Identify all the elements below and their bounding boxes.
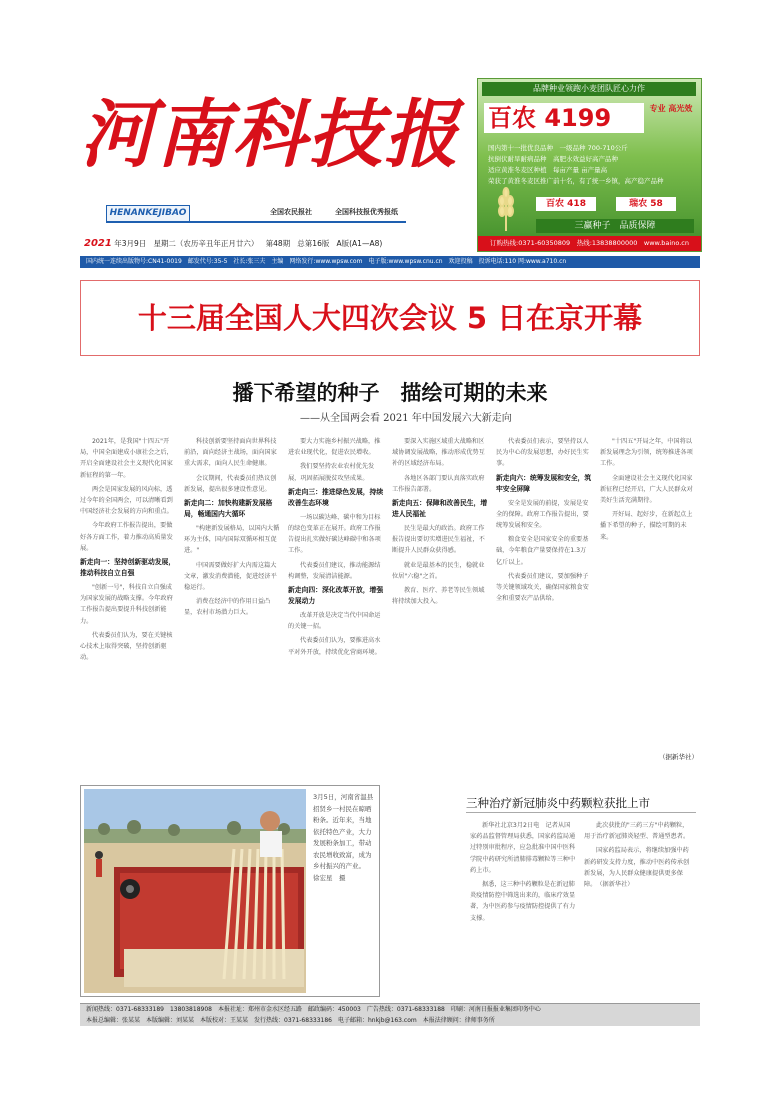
ad-bullet-list [488, 143, 694, 191]
paragraph: 教育、医疗、养老等民生领域将持续加大投入。 [392, 587, 485, 606]
paragraph: 我们要坚持农业农村优先发展，巩固拓展脱贫攻坚成果。 [288, 463, 375, 482]
article-column [600, 436, 696, 746]
paragraph: 今年政府工作报告提出，要做好各方面工作，着力推动高质量发展。 [80, 522, 173, 552]
photo-block [80, 785, 380, 997]
paragraph: 科技创新要坚持面向世界科技前沿，面向经济主战场，面向国家重大需求，面向人民生命健康。 [184, 438, 277, 468]
footer-row: 本报总编辑：张某某 本版编辑：刘某某 本版校对：王某某 发行热线：0371-68333186 电子邮箱：hnkjb@163.com 本报法律顾问：律师事务所 [86, 1017, 495, 1024]
paragraph: 改革开放是决定当代中国命运的关键一招。 [288, 612, 381, 631]
paragraph: 一场以碳达峰、碳中和为目标的绿色变革正在展开。政府工作报告提出扎实做好碳达峰碳中和各项工作。 [288, 513, 381, 555]
tagline-right: 全国科技报优秀报纸 [335, 208, 398, 216]
main-headline: 十三届全国人大四次会议 5 日在京开幕 [137, 301, 643, 335]
ad-top-banner: 品牌种业领跑小麦团队匠心力作 [482, 82, 696, 96]
ad-bullet: 荣获了黄淮冬麦区推广前十名，有了统一乡镇，高产稳产品种 [488, 177, 664, 185]
issue-line [84, 238, 464, 250]
issue-year: 2021 [84, 238, 112, 249]
ad-variety-1: 百农 418 [536, 197, 596, 211]
second-article-title: 三种治疗新冠肺炎中药颗粒获批上市 [466, 796, 650, 810]
paragraph: 消费在经济中的作用日益凸显，农村市场潜力巨大。 [184, 598, 271, 617]
paragraph: 民生是最大的政治。政府工作报告提出要切实增进民生福祉，不断提升人民群众获得感。 [392, 525, 485, 555]
issue-date: 年3月9日 [114, 239, 147, 248]
paragraph: 新华社北京3月2日电 记者从国家药品监督管理局获悉，国家药监局通过特别审批程序，应急批准中国中医科学院中药研究所清肺排毒颗粒等三种中药上市。 [470, 822, 576, 874]
paragraph: 两会是国家发展的风向标，透过今年的全国两会，可以清晰看到中国经济社会发展的方向和重点。 [80, 485, 173, 516]
footer-row: 新闻热线：0371-68333189 13803818908 本报社址：郑州市金水区经五路 邮政编码：450003 广告热线：0371-68333188 印刷：河南日报报业集团印务中心 [86, 1006, 541, 1013]
article-column [392, 436, 488, 764]
page-footer [80, 1003, 700, 1026]
headline-box [80, 280, 700, 356]
paragraph: 要深入实施区域重大战略和区域协调发展战略，推动形成优势互补的区域经济布局。 [392, 438, 485, 468]
ad-bullet: 适应黄淮冬麦区种植 每亩产量 亩产量高 [488, 166, 608, 174]
second-article-column [584, 820, 690, 995]
masthead [80, 80, 465, 218]
section-heading: 新走向三：推进绿色发展，持续改善生态环境 [288, 487, 384, 507]
tagline-left: 全国农民报社 [270, 208, 312, 216]
issue-number: 第48期 [265, 239, 291, 248]
article-column [184, 436, 280, 764]
ad-bullet: 抗倒伏耐旱耐病品种 高肥水效益好高产品种 [488, 155, 618, 163]
ad-bullet: 国内第十一批优良品种 一级品种 700-710公斤 [488, 144, 628, 152]
newspaper-nameplate: 河南科技报 [80, 92, 460, 178]
paragraph: 各地区各部门要认真落实政府工作报告部署。 [392, 474, 485, 493]
section-heading: 新走向六：统筹发展和安全，筑牢安全屏障 [496, 473, 592, 493]
paragraph: 代表委员们建议，推动能源结构调整，发展清洁能源。 [288, 561, 381, 580]
section-heading: 新走向五：保障和改善民生，增进人民福祉 [392, 499, 488, 519]
wheat-icon [484, 187, 529, 232]
paragraph: 就业是最基本的民生，稳就业位居"六稳"之首。 [392, 561, 485, 580]
section-heading: 新走向二：加快构建新发展格局，畅通国内大循环 [184, 499, 273, 519]
paragraph: 国家药监局表示，将继续加强中药新药研发支持力度，推动中医药传承创新发展，为人民群众健康提供更多保障。 （据新华社） [584, 847, 690, 889]
masthead-rule [106, 221, 406, 223]
section-heading: 新走向一：坚持创新驱动发展，推动科技自立自强 [80, 558, 176, 578]
seed-advertisement [477, 78, 702, 252]
publication-info-bar: 国内统一连续出版物号:CN41-0019 邮发代号:35-5 社长:张三夫 主编 网络发行:www.wpsw.com 电子版:www.wpsw.cnu.cn 欢迎投稿 投诉电话:110 网:www.a710.cn [80, 256, 700, 268]
second-article-rule [466, 812, 696, 813]
pinyin-nameplate: HENANKEJIBAO [106, 205, 190, 222]
issue-total: 总第16版 [297, 239, 330, 248]
paragraph: 2021年，是我国"十四五"开局，中国全面建成小康社会之后，开启全面建设社会主义现代化国家新征程的第一年。 [80, 438, 173, 479]
paragraph: "创新一号"，科技自立自强成为国家发展的战略支撑。今年政府工作报告提出要提升科技创新能力。 [80, 584, 173, 625]
ad-contact-strip: 订购热线:0371-60350809 热线:13838800000 www.baino.cn [478, 236, 701, 251]
paragraph: 代表委员们表示，要坚持以人民为中心的发展思想，办好民生实事。 [496, 438, 589, 468]
article-column [496, 436, 592, 764]
article-byline: （据新华社） [659, 753, 698, 761]
paragraph: 开好局、起好步，在新起点上播下希望的种子，描绘可期的未来。 [600, 511, 693, 541]
paragraph: 代表委员们认为，要在关键核心技术上取得突破，坚持创新驱动。 [80, 631, 173, 662]
paragraph: 粮食安全是国家安全的重要基础，今年粮食产量要保持在1.3万亿斤以上。 [496, 536, 589, 566]
paragraph: 代表委员们建议，要加强种子等关键领域攻关，确保国家粮食安全和重要农产品供给。 [496, 572, 589, 603]
noodle-drying-photo [84, 789, 306, 993]
paragraph: 会议期间，代表委员们热议创新发展，提出很多建设性意见。 [184, 474, 277, 493]
issue-weekday: 星期二（农历辛丑年正月廿六） [153, 239, 259, 248]
paragraph: 此次获批的"三药三方"中药颗粒，用于治疗新冠肺炎轻型、普通型患者。 [584, 822, 690, 841]
paragraph: 要大力实施乡村振兴战略，推进农业现代化，促进农民增收。 [288, 438, 381, 457]
paragraph: 全面建设社会主义现代化国家新征程已经开启，广大人民群众对美好生活充满期待。 [600, 474, 693, 505]
section-heading: 新走向四：深化改革开放，增强发展动力 [288, 586, 384, 606]
ad-slogan: 三赢种子 品质保障 [536, 219, 694, 233]
photo-caption: 3月5日，河南省温县招贤乡一村民在晾晒粉条。近年来，当地依托特色产业，大力发展粉条加工，带动农民增收致富，成为乡村振兴的产业。 徐宏星 摄 [313, 793, 375, 882]
ad-variety-2: 瑞农 58 [616, 197, 676, 211]
lead-article-subtitle: ——从全国两会看 2021 年中国发展六大新走向 [300, 413, 512, 424]
issue-edition: A版(A1—A8) [336, 239, 383, 248]
article-column [288, 436, 384, 764]
article-column [80, 436, 176, 764]
paragraph: "构建新发展格局，以国内大循环为主体，国内国际双循环相互促进。" [184, 525, 280, 555]
paragraph: "十四五"开局之年，中国将以新发展理念为引领，统筹推进各项工作。 [600, 438, 693, 468]
paragraph: 安全是发展的前提，发展是安全的保障。政府工作报告提出，要统筹发展和安全。 [496, 499, 589, 530]
lead-article-title: 播下希望的种子 描绘可期的未来 [232, 381, 548, 405]
paragraph: 代表委员们认为，要推进高水平对外开放，持续优化营商环境。 [288, 637, 381, 656]
ad-product-title: 百农 4199 [484, 103, 644, 133]
paragraph: 中国需要做好扩大内需这篇大文章，激发消费潜能，促进经济平稳运行。 [184, 561, 277, 592]
paragraph: 据悉，这三种中药颗粒是在新冠肺炎疫情防控中筛选出来的，临床疗效显著，为中医药参与疫情防控提供了有力支撑。 [470, 881, 576, 922]
second-article-column [470, 820, 576, 995]
ad-side-label: 专业 高光效 [649, 104, 693, 113]
